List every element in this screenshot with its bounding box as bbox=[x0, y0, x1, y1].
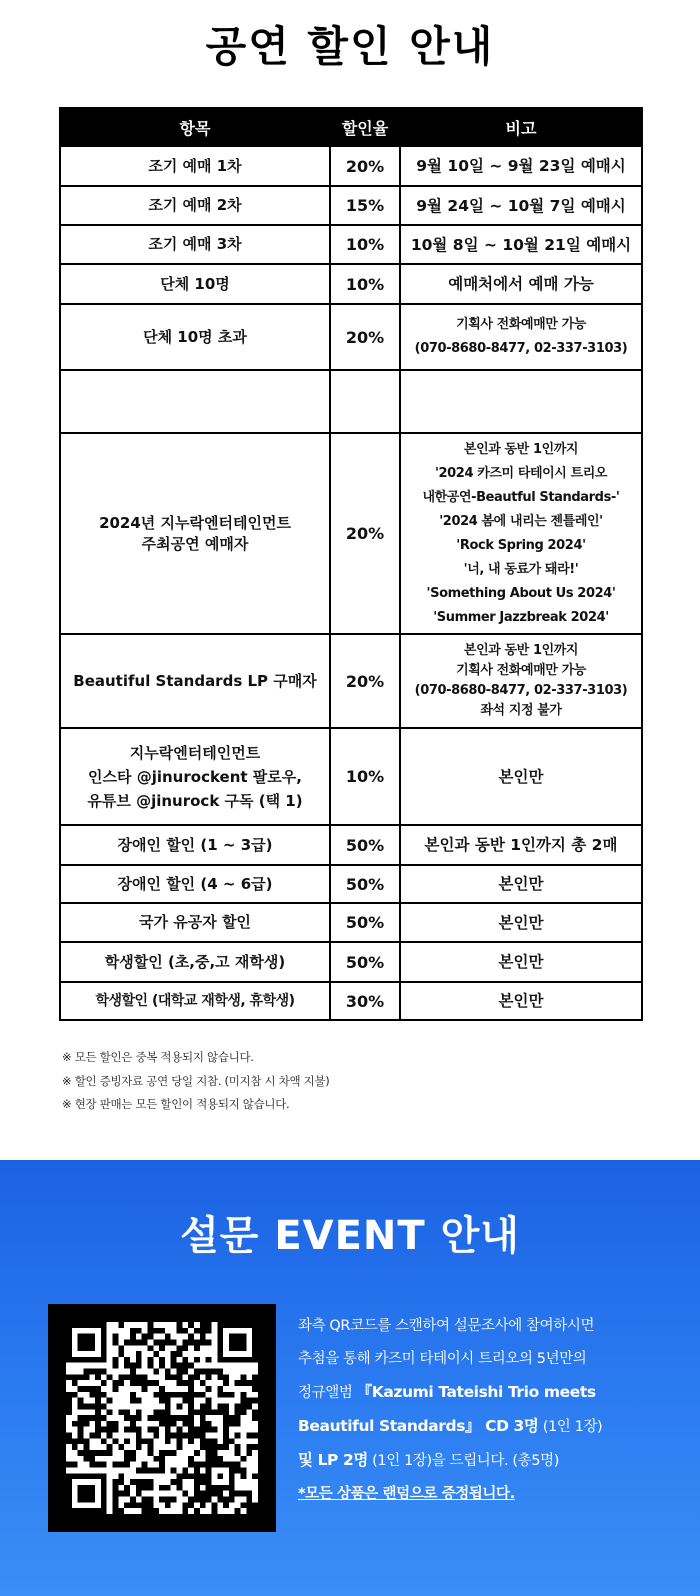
row-item: 국가 유공자 할인 bbox=[60, 903, 330, 942]
table-row bbox=[60, 304, 642, 370]
prize-cd: Beautiful Standards』 CD 3명 bbox=[298, 1417, 539, 1435]
note-line: 기획사 전화예매만 가능 bbox=[456, 317, 586, 332]
header-item: 항목 bbox=[60, 108, 330, 146]
row-note: 본인만 bbox=[400, 903, 642, 942]
desc-line: 추첨을 통해 카즈미 타테이시 트리오의 5년만의 bbox=[298, 1351, 587, 1367]
item-line: 인스타 @jinurockent 팔로우, bbox=[88, 767, 302, 786]
prize-lp: 및 LP 2명 bbox=[298, 1451, 368, 1469]
footnote: ※ 모든 할인은 중복 적용되지 않습니다. bbox=[62, 1050, 254, 1064]
row-rate: 10% bbox=[330, 264, 400, 304]
row-item: 학생할인 (대학교 재학생, 휴학생) bbox=[60, 982, 330, 1020]
item-line: 유튜브 @jinurock 구독 (택 1) bbox=[87, 791, 303, 810]
table-row bbox=[60, 825, 642, 865]
page-title: 공연 할인 안내 bbox=[205, 22, 495, 71]
random-notice: *모든 상품은 랜덤으로 증정됩니다. bbox=[298, 1486, 515, 1502]
row-rate: 50% bbox=[330, 942, 400, 982]
row-rate bbox=[330, 370, 400, 433]
table-row bbox=[60, 942, 642, 982]
desc-text: 정규앨범 bbox=[298, 1385, 357, 1401]
table-row bbox=[60, 982, 642, 1020]
table-row bbox=[60, 186, 642, 225]
row-rate: 50% bbox=[330, 903, 400, 942]
header-rate: 할인율 bbox=[330, 108, 400, 146]
table-row bbox=[60, 146, 642, 186]
row-note: 본인만 bbox=[400, 728, 642, 825]
album-title: 『Kazumi Tateishi Trio meets bbox=[356, 1383, 596, 1401]
footnote: ※ 현장 판매는 모든 할인이 적용되지 않습니다. bbox=[62, 1097, 290, 1111]
table-row bbox=[60, 225, 642, 264]
row-item: 조기 예매 2차 bbox=[60, 186, 330, 225]
row-note: 9월 24일 ~ 10월 7일 예매시 bbox=[400, 186, 642, 225]
row-rate: 15% bbox=[330, 186, 400, 225]
footnotes bbox=[62, 1046, 662, 1117]
row-item bbox=[60, 370, 330, 433]
note-line: '2024 카즈미 타테이시 트리오 bbox=[434, 465, 608, 481]
note-line: 본인과 동반 1인까지 bbox=[463, 643, 579, 658]
event-title: 설문 EVENT 안내 bbox=[180, 1213, 520, 1259]
desc-line bbox=[298, 1444, 688, 1478]
row-item: 장애인 할인 (4 ~ 6급) bbox=[60, 865, 330, 903]
note-line: 'Rock Spring 2024' bbox=[456, 537, 586, 553]
row-item: 학생할인 (초,중,고 재학생) bbox=[60, 942, 330, 982]
desc-line bbox=[298, 1410, 688, 1444]
row-rate: 50% bbox=[330, 865, 400, 903]
row-rate: 20% bbox=[330, 146, 400, 186]
header-note: 비고 bbox=[400, 108, 642, 146]
row-note: 10월 8일 ~ 10월 21일 예매시 bbox=[400, 225, 642, 264]
row-item: Beautiful Standards LP 구매자 bbox=[60, 634, 330, 728]
note-line: '너, 내 동료가 돼라!' bbox=[463, 561, 579, 577]
row-note bbox=[400, 433, 642, 634]
desc-line: 좌측 QR코드를 스캔하여 설문조사에 참여하시면 bbox=[298, 1318, 595, 1334]
row-rate: 20% bbox=[330, 304, 400, 370]
row-note bbox=[400, 304, 642, 370]
table-row bbox=[60, 634, 642, 728]
survey-event-section bbox=[0, 1160, 700, 1596]
row-note: 9월 10일 ~ 9월 23일 예매시 bbox=[400, 146, 642, 186]
note-line: 좌석 지정 불가 bbox=[480, 703, 562, 718]
row-note bbox=[400, 634, 642, 728]
table-header-row bbox=[60, 108, 642, 146]
desc-text: (1인 1장) bbox=[538, 1419, 603, 1435]
desc-line bbox=[298, 1376, 688, 1410]
qr-code-icon bbox=[66, 1322, 258, 1514]
row-item bbox=[60, 728, 330, 825]
note-line: (070-8680-8477, 02-337-3103) bbox=[414, 341, 628, 356]
note-line: (070-8680-8477, 02-337-3103) bbox=[414, 683, 628, 698]
item-line: 2024년 지누락엔터테인먼트 bbox=[99, 513, 291, 532]
discount-table bbox=[59, 107, 643, 1021]
note-line: 본인과 동반 1인까지 bbox=[463, 441, 579, 457]
row-note bbox=[400, 370, 642, 433]
table-row bbox=[60, 903, 642, 942]
note-line: 'Something About Us 2024' bbox=[426, 585, 616, 601]
table-row bbox=[60, 264, 642, 304]
row-rate: 10% bbox=[330, 728, 400, 825]
table-row-empty bbox=[60, 370, 642, 433]
row-item: 조기 예매 3차 bbox=[60, 225, 330, 264]
note-line: '2024 봄에 내리는 젠틀레인' bbox=[439, 513, 603, 529]
row-rate: 10% bbox=[330, 225, 400, 264]
row-rate: 20% bbox=[330, 634, 400, 728]
footnote: ※ 할인 증빙자료 공연 당일 지참. (미지참 시 차액 지불) bbox=[62, 1073, 330, 1088]
row-rate: 30% bbox=[330, 982, 400, 1020]
item-line: 지누락엔터테인먼트 bbox=[129, 743, 261, 762]
row-rate: 50% bbox=[330, 825, 400, 865]
row-note: 본인만 bbox=[400, 865, 642, 903]
row-item: 단체 10명 bbox=[60, 264, 330, 304]
desc-text: (1인 1장)을 드립니다. (총5명) bbox=[367, 1453, 559, 1469]
row-note: 본인만 bbox=[400, 942, 642, 982]
row-item bbox=[60, 433, 330, 634]
item-line: 주최공연 예매자 bbox=[141, 534, 249, 553]
table-row bbox=[60, 728, 642, 825]
table-row bbox=[60, 865, 642, 903]
row-item: 조기 예매 1차 bbox=[60, 146, 330, 186]
note-line: 'Summer Jazzbreak 2024' bbox=[433, 609, 609, 625]
row-item: 단체 10명 초과 bbox=[60, 304, 330, 370]
row-note: 본인만 bbox=[400, 982, 642, 1020]
table-row bbox=[60, 433, 642, 634]
qr-code[interactable] bbox=[48, 1304, 276, 1532]
row-note: 본인과 동반 1인까지 총 2매 bbox=[400, 825, 642, 865]
row-note: 예매처에서 예매 가능 bbox=[400, 264, 642, 304]
row-rate: 20% bbox=[330, 433, 400, 634]
row-item: 장애인 할인 (1 ~ 3급) bbox=[60, 825, 330, 865]
note-line: 기획사 전화예매만 가능 bbox=[456, 663, 586, 678]
event-description bbox=[298, 1310, 688, 1511]
note-line: 내한공연-Beautful Standards-' bbox=[422, 489, 620, 505]
